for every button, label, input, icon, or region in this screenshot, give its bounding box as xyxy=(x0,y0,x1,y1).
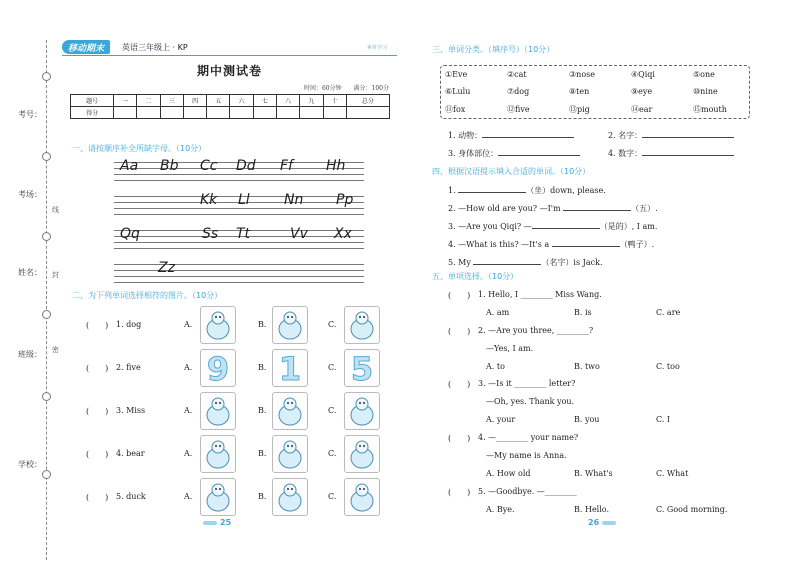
letter-pair: Ll xyxy=(238,192,250,208)
fill-in-question: 1. （坐）down, please. xyxy=(448,186,606,195)
score-cell[interactable] xyxy=(230,107,253,119)
question-word: 3. Miss xyxy=(116,406,146,415)
option-letter: A. xyxy=(184,449,193,458)
field-school xyxy=(18,460,42,470)
word-bank-item: ①Eve xyxy=(445,70,468,79)
letter-pair: Vv xyxy=(290,226,308,242)
score-header-cell: 七 xyxy=(253,95,276,107)
word-bank-item: ⑫five xyxy=(507,105,530,114)
mcq-dialogue: —Yes, I am. xyxy=(486,344,534,353)
option-letter: C. xyxy=(328,406,337,415)
question-word: 5. duck xyxy=(116,492,146,501)
mcq-question: 3. —Is it ________ letter? xyxy=(478,379,576,388)
woman-icon xyxy=(200,392,236,430)
mcq-option-c: C. too xyxy=(656,362,680,371)
word-bank-item: ⑨eye xyxy=(631,87,653,96)
mcq-option-b: B. two xyxy=(574,362,600,371)
page-title: 期中测试卷 xyxy=(196,64,262,78)
fill-in-question: 5. My （名字）is Jack. xyxy=(448,258,603,267)
score-cell[interactable] xyxy=(183,107,206,119)
word-bank-item: ⑦dog xyxy=(507,87,530,96)
page-number: 25 xyxy=(200,518,231,527)
answer-paren[interactable]: ( ) xyxy=(86,493,109,502)
picture-question xyxy=(86,392,391,432)
right-page xyxy=(418,40,758,575)
option-letter: A. xyxy=(184,406,193,415)
picture-question xyxy=(86,349,391,389)
category-animals: 1. 动物： xyxy=(448,130,574,141)
score-label: 满分：100分 xyxy=(353,85,389,92)
mcq-option-b: B. is xyxy=(574,308,592,317)
subject-label: 英语三年级上 · KP xyxy=(122,43,188,52)
mcq-option-a: A. am xyxy=(486,308,510,317)
number-1-icon xyxy=(272,349,308,387)
category-names: 2. 名字： xyxy=(608,130,734,141)
mcq-option-a: A. Bye. xyxy=(486,505,515,514)
binding-margin xyxy=(0,0,58,585)
score-table xyxy=(70,94,390,119)
category-numbers: 4. 数字： xyxy=(608,148,734,159)
word-bank-item: ⑩nine xyxy=(693,87,718,96)
answer-paren[interactable]: ( ) xyxy=(448,380,471,389)
option-letter: B. xyxy=(258,406,267,415)
field-label: 考号： xyxy=(18,110,42,119)
word-bank-item: ⑮mouth xyxy=(693,105,727,114)
doctor-icon xyxy=(272,392,308,430)
letter-pair: Nn xyxy=(284,192,304,208)
score-header-cell: 九 xyxy=(300,95,323,107)
word-bank-item: ⑧ten xyxy=(569,87,590,96)
section-1-heading: 一、请按顺序补全所缺字母。（10分） xyxy=(72,144,207,153)
score-header-cell: 四 xyxy=(183,95,206,107)
svg-text:1: 1 xyxy=(278,350,302,386)
letter-pair: Pp xyxy=(336,192,354,208)
letter-pair: Cc xyxy=(200,158,218,174)
duck-icon xyxy=(344,478,380,516)
category-body-parts: 3. 身体部位： xyxy=(448,148,580,159)
seal-line xyxy=(46,40,47,560)
score-header-row xyxy=(71,95,390,107)
picture-question xyxy=(86,478,391,518)
bird-icon xyxy=(200,478,236,516)
question-word: 2. five xyxy=(116,363,141,372)
score-cell[interactable] xyxy=(160,107,183,119)
answer-paren[interactable]: ( ) xyxy=(86,321,109,330)
score-cell[interactable] xyxy=(346,107,389,119)
field-class xyxy=(18,350,42,360)
mcq-option-a: A. your xyxy=(486,415,516,424)
answer-paren[interactable]: ( ) xyxy=(86,407,109,416)
word-bank-item: ④Qiqi xyxy=(631,70,655,79)
field-label: 考场： xyxy=(18,190,42,199)
letter-pair: Ss xyxy=(202,226,219,242)
score-header-cell: 总分 xyxy=(346,95,389,107)
option-letter: B. xyxy=(258,363,267,372)
writing-lines xyxy=(114,264,364,286)
mcq-option-c: C. What xyxy=(656,469,689,478)
option-letter: A. xyxy=(184,363,193,372)
section-5-heading: 五、单项选择。（10分） xyxy=(432,272,519,281)
word-bank-item: ⑪fox xyxy=(445,105,466,114)
field-exam-room xyxy=(18,190,42,200)
word-bank-item: ⑬pig xyxy=(569,105,590,114)
answer-blank[interactable] xyxy=(473,257,541,265)
score-cell[interactable] xyxy=(137,107,160,119)
word-bank-item: ②cat xyxy=(507,70,527,79)
mcq-question: 5. —Goodbye. —________ xyxy=(478,487,577,496)
letter-pair: Ff xyxy=(280,158,293,174)
bird-icon xyxy=(344,306,380,344)
answer-paren[interactable]: ( ) xyxy=(448,291,471,300)
score-header-cell: 题号 xyxy=(71,95,114,107)
letter-pair: Dd xyxy=(236,158,256,174)
duck-icon xyxy=(344,435,380,473)
binding-hole xyxy=(42,470,51,479)
option-letter: C. xyxy=(328,363,337,372)
score-cell[interactable] xyxy=(277,107,300,119)
option-letter: A. xyxy=(184,320,193,329)
answer-paren[interactable]: ( ) xyxy=(86,450,109,459)
letter-pair: Hh xyxy=(326,158,346,174)
field-exam-number xyxy=(18,110,42,120)
word-bank-item: ⑥Lulu xyxy=(445,87,471,96)
picture-question xyxy=(86,306,391,346)
mcq-option-b: B. you xyxy=(574,415,600,424)
field-label: 班级： xyxy=(18,350,42,359)
score-header-cell: 六 xyxy=(230,95,253,107)
chick-icon xyxy=(272,478,308,516)
time-label: 时间：60分钟 xyxy=(303,85,342,92)
picture-question xyxy=(86,435,391,475)
exam-meta xyxy=(294,83,389,92)
cut-mark: 封 xyxy=(52,271,59,279)
field-label: 姓名： xyxy=(18,268,42,277)
score-header-cell: 二 xyxy=(137,95,160,107)
bear-icon xyxy=(272,435,308,473)
word-bank xyxy=(440,65,750,119)
letter-pair: Kk xyxy=(200,192,218,208)
panda-icon xyxy=(200,435,236,473)
number-5-icon xyxy=(344,349,380,387)
question-word: 4. bear xyxy=(116,449,145,458)
letter-pair: Zz xyxy=(158,260,175,276)
score-cell[interactable] xyxy=(323,107,346,119)
score-cell[interactable] xyxy=(253,107,276,119)
word-bank-item: ⑤one xyxy=(693,70,715,79)
field-name xyxy=(18,268,42,278)
field-label: 学校： xyxy=(18,460,42,469)
score-row-label: 得分 xyxy=(71,107,114,119)
dog-icon xyxy=(272,306,308,344)
answer-blank[interactable] xyxy=(552,239,620,247)
brand-logo: 移动期末 xyxy=(62,40,110,54)
score-cell[interactable] xyxy=(114,107,137,119)
option-letter: B. xyxy=(258,449,267,458)
option-letter: A. xyxy=(184,492,193,501)
number-9-icon xyxy=(200,349,236,387)
page-header xyxy=(62,40,397,56)
mcq-dialogue: —My name is Anna. xyxy=(486,451,567,460)
cut-mark: 密 xyxy=(52,346,59,354)
binding-hole xyxy=(42,232,51,241)
letter-pair: Bb xyxy=(160,158,179,174)
cut-mark: 线 xyxy=(52,206,59,214)
mcq-dialogue: —Oh, yes. Thank you. xyxy=(486,397,575,406)
mcq-option-a: A. How old xyxy=(486,469,531,478)
mcq-option-b: B. Hello. xyxy=(574,505,610,514)
letter-pair: Xx xyxy=(334,226,352,242)
man-icon xyxy=(344,392,380,430)
answer-paren[interactable]: ( ) xyxy=(448,327,471,336)
header-tag: 素材学习 xyxy=(366,45,387,51)
mcq-option-c: C. are xyxy=(656,308,681,317)
score-cell[interactable] xyxy=(300,107,323,119)
left-page xyxy=(62,40,397,575)
letter-pair: Tt xyxy=(236,226,251,242)
question-word: 1. dog xyxy=(116,320,142,329)
section-4-heading: 四、根据汉语提示填入合适的单词。（10分） xyxy=(432,167,591,176)
option-letter: B. xyxy=(258,492,267,501)
page-number: 26 xyxy=(588,518,619,527)
binding-hole xyxy=(42,392,51,401)
binding-hole xyxy=(42,152,51,161)
answer-paren[interactable]: ( ) xyxy=(448,488,471,497)
svg-text:9: 9 xyxy=(206,350,230,386)
svg-text:5: 5 xyxy=(350,350,374,386)
letter-pair: Qq xyxy=(120,226,140,242)
fill-in-question: 2. —How old are you? —I'm （五）. xyxy=(448,204,658,213)
mcq-option-a: A. to xyxy=(486,362,505,371)
answer-blank[interactable] xyxy=(458,185,526,193)
word-bank-item: ③nose xyxy=(569,70,595,79)
score-value-row xyxy=(71,107,390,119)
score-header-cell: 一 xyxy=(114,95,137,107)
score-cell[interactable] xyxy=(207,107,230,119)
option-letter: C. xyxy=(328,320,337,329)
mcq-question: 1. Hello, I ________ Miss Wang. xyxy=(478,290,602,299)
mcq-question: 4. —________ your name? xyxy=(478,433,579,442)
option-letter: C. xyxy=(328,492,337,501)
mcq-option-b: B. What's xyxy=(574,469,613,478)
answer-blank[interactable] xyxy=(563,203,631,211)
mcq-option-c: C. Good morning. xyxy=(656,505,728,514)
binding-hole xyxy=(42,72,51,81)
score-header-cell: 三 xyxy=(160,95,183,107)
answer-blank[interactable] xyxy=(532,221,600,229)
answer-paren[interactable]: ( ) xyxy=(448,434,471,443)
ox-icon xyxy=(200,306,236,344)
header-rule xyxy=(62,55,397,56)
answer-paren[interactable]: ( ) xyxy=(86,364,109,373)
section-3-heading: 三、单词分类。（填序号）（10分） xyxy=(432,45,555,54)
option-letter: C. xyxy=(328,449,337,458)
letter-pair: Aa xyxy=(120,158,139,174)
option-letter: B. xyxy=(258,320,267,329)
section-2-heading: 二、为下列单词选择相符的图片。（10分） xyxy=(72,291,223,300)
mcq-question: 2. —Are you three, ________? xyxy=(478,326,594,335)
word-bank-item: ⑭ear xyxy=(631,105,653,114)
fill-in-question: 4. —What is this? —It's a （鸭子）. xyxy=(448,240,655,249)
score-header-cell: 五 xyxy=(207,95,230,107)
binding-hole xyxy=(42,310,51,319)
score-header-cell: 十 xyxy=(323,95,346,107)
mcq-option-c: C. I xyxy=(656,415,671,424)
fill-in-question: 3. —Are you Qiqi? — （是的）, I am. xyxy=(448,222,658,231)
score-header-cell: 八 xyxy=(277,95,300,107)
